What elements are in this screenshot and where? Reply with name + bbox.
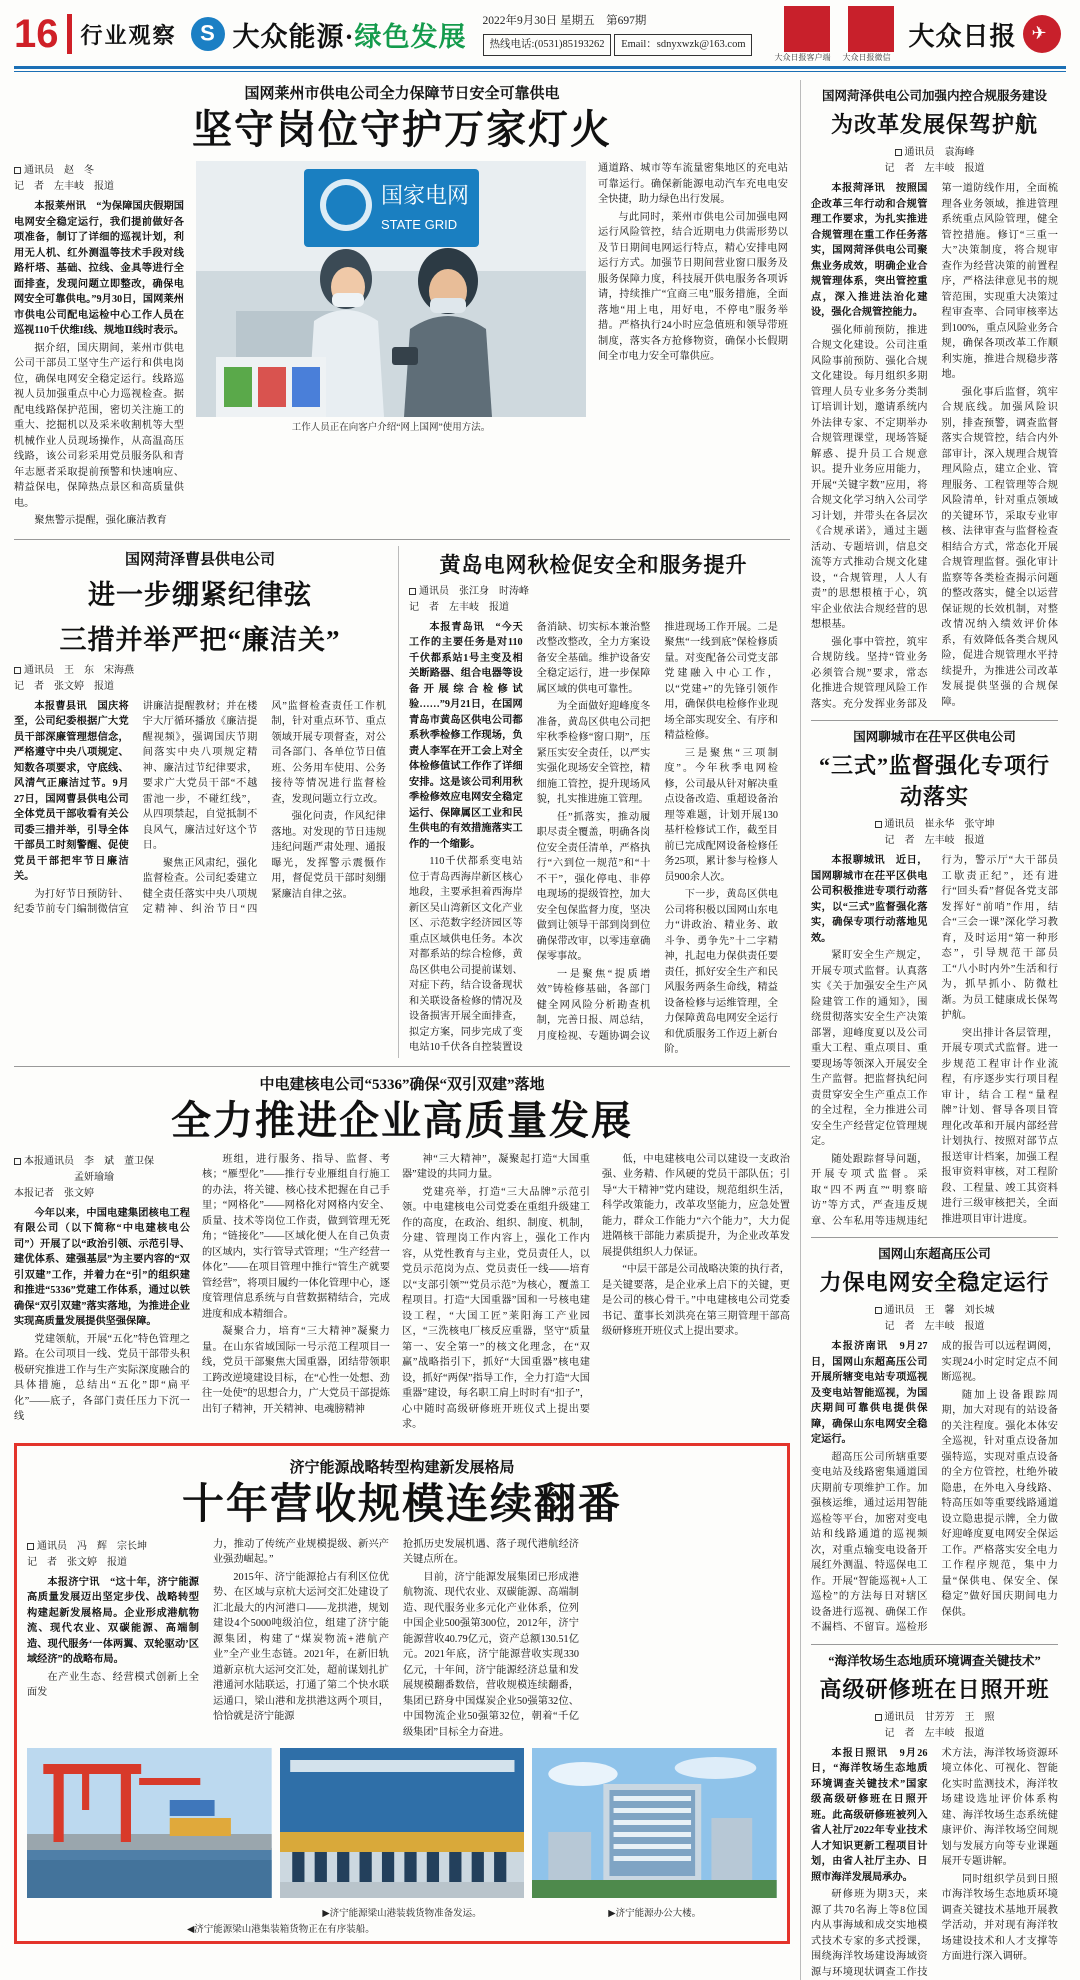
paragraph: 强化问责，作风纪律落地。对发现的节日违规违纪问题严肃处理、通报曝光，发挥警示震慑作用，督促党员干部时刻绷紧廉洁自律之弦。 (271, 809, 386, 902)
photo-port-crane (27, 1748, 272, 1898)
paragraph: 任”抓落实，推动履职尽责全覆盖，明确各岗位安全责任清单，严格执行“六到位一规范”和“十不干”，强化停电、非停电现场的提级管控，加大安全包保监督力度，坚决做到让领导干部到岗到位确保带改审，以零违章确保零事故。 (537, 810, 651, 965)
email-text: Email：sdnyxwzk@163.com (614, 34, 752, 56)
byline-reporter-2: 记 者 张文婷 报道 (27, 1555, 199, 1571)
brand-separator: · (345, 22, 355, 52)
paragraph: 力，推动了传统产业规模提级、新兴产业强劲崛起。” (213, 1537, 389, 1568)
article-huangdao-headline: 黄岛电网秋检促安全和服务提升 (409, 549, 778, 579)
byline-reporter-1: 通讯员 王 馨 刘长城 (885, 1305, 995, 1316)
paragraph: 本报曹县讯 国庆将至，公司纪委根据广大党员干部深廉管理想信念，严格遵守中央八项规定、知数各项要求，守底线、风清气正廉洁过节。9月27日，国网曹县供电公司全体党员干部收看有关公司委三措并举，引导全体干部员工时刻警醒、促使党员干部把牢节日廉洁关。 (14, 699, 129, 885)
paragraph: 研修班为期3天，来源了共70名海上等8位国内从事海域和成交实地模式技术专家的多式授课，围绕海洋牧场建设海域资源与环境现状调查工作技术方法，海洋牧场资源环境立体化、可视化、智能化实时监测技术，海洋牧场建设选址评价体系构建、海洋牧场生态系统健康评价、海洋牧场空间规划与发展方向等专业课题展开专题讲解。 (811, 1746, 1058, 1980)
feature-kicker: 济宁能源战略转型构建新发展格局 (27, 1456, 777, 1477)
paragraph: 强化事中管控，筑牢合规防线。坚持“管业务必须管合规”要求，常态化推进合规管理风险工作落实。充分发挥业务部及第一道防线作用，全面梳理各业务领域，推进管理系统重点风险管理，健全管控措施。修订“三重一大”决策制度，将合规审查作为经营决策的前置程序，严格法律意见书的规管范围，实现重大决策过程审查率、合同审核率达到100%，重点风险业务合规，确保各项改革工作顺利实施，推进合规稳步落地。 (811, 181, 1058, 712)
byline (27, 1539, 199, 1571)
article-haiyang-body (811, 1746, 1058, 1980)
byline-reporter-1: 通讯员 王 东 宋海燕 (24, 665, 134, 676)
paragraph: 本报青岛讯 “今天工作的主要任务是对110千伏都系站1号主变及相关断路器、组合电器等设备开展综合检修试验……”9月21日，在国网青岛市黄岛区供电公司都系秋季检修工作现场，负责人李军在开工会上对全体检修值试工作作了详细安排。这是该公司利用秋季检修效应电网安全稳定运行、保障属区工业和民生供电的有效措施落实工作的一个缩影。 (409, 620, 523, 853)
feature-col3 (403, 1537, 579, 1743)
byline (811, 1710, 1058, 1742)
paragraph: 在产业生态、经营模式创新上全面发 (27, 1670, 199, 1701)
brand-logo-icon (191, 17, 225, 51)
paragraph: 今年以来，中国电建集团核电工程有限公司（以下简称“中电建核电公司”）开展了以“政治引领、示范引导、建优体系、建强基层”为主要内容的“双引双建”工作，并着力在“引”的组织建和推进“5336”党建工作体系，通过以铁确保“双引双建”落实落地，为推进企业实现高质量发展提供坚强保障。 (14, 1206, 190, 1330)
paragraph: 聚焦警示提醒，强化廉洁教育 (14, 513, 184, 529)
paragraph: 随处跟踪督导问题，开展专项式监督。采取“四不两直”“明察暗访”等方式，严查违反规章、公车私用等违规违纪行为，警示厅“大干部员工歇责正纪”，还有进行“回头看”督促各党支部发挥好“前哨”作用，结合“三会一课”深化学习教育，及时运用“第一种形态”，引导规范干部员工“八小时内外”生活和行为，抓早抓小、防微杜渐。为员工健康成长保驾护航。 (811, 853, 1058, 1229)
paragraph: 本报聊城讯 近日，国网聊城市在茌平区供电公司积极推进专项行动落实，以“三式”监督强化落实，确保专项行动落地见效。 (811, 853, 928, 946)
paragraph: 本报日照讯 9月26日，“海洋牧场生态地质环境调查关键技术”国家级高级研修班在日照开班。此高级研修班被列入省人社厅2022年专业技术人才知识更新工程项目计划，由省人社厅主办、日照市海洋发展局承办。 (811, 1746, 928, 1886)
paragraph: 强化事后监督，筑牢合规底线。加强风险识别，排查预警，调查监督落实合规管控，结合内外部审计，深入规理合规管理风险点，建立企业、管理服务、工程管理等合规风险清单，针对重点领域的关键环节，采取专业审核、法律审查与监督检查相结合方式，常态化开展合规管理监督。强化审计监察等各类检查揭示问题的整改落实，健全以运营保证规的长效机制，对整改情况纳入绩效评价体系，有效降低各类合规风险，促进合规管理水平持续提升，为推进公司改革发展提供坚强的合规保障。 (942, 385, 1059, 711)
article-heze-headline: 为改革发展保驾护航 (811, 108, 1058, 139)
photo-office-building (532, 1748, 777, 1898)
qr-wechat-icon (848, 6, 894, 52)
article-photo (196, 161, 586, 417)
article-huangdao-body (409, 620, 778, 1058)
paragraph: 班组，进行服务、指导、监督、考核；“雁型化”——推行专业雁组自行施工的办法，将关键、核心技术把握在自己手里；“网格化”——网格化对网格内安全、质量、技术等岗位工作责，做到管理无死角；“链接化”——区域化便人在自己负责的区域内，实行管导式管理；“生产经营一体化”——在项目管理中推行“管生产就要管经营”，将项目履约一体化管理中心，逐度管理信息系统与自营数据精结合，完成进度和成本精细合。 (202, 1152, 390, 1323)
qr-wechat-label: 大众日报微信 (838, 52, 894, 63)
article-laizhou (14, 82, 790, 531)
page-body (14, 80, 1066, 1980)
paper-name: 大众日报 (908, 16, 1016, 53)
article-laizhou-col3 (598, 161, 788, 531)
byline (811, 817, 1058, 849)
byline-reporter-1: 通讯员 崔永华 张守坤 (885, 819, 995, 830)
qr-app-label: 大众日报客户端 (774, 52, 830, 63)
section-title: 行业观察 (81, 19, 177, 50)
svg-text:STATE GRID: STATE GRID (381, 217, 457, 232)
paragraph: 突出排计各层管理，开展专项式式监督。进一步规范工程审计作业流程，有序逐步实行项目程审计，结合工程“量程牌”计划、督导各项目管理化改革和开展内部经营计划执行、按照对部节点报送审计档案，加强工程报审资料审核，对工程阶段、工程量、竣工其资料进行三级审核把关，全面推进项目审计进度。 (942, 1026, 1059, 1228)
page-number-block (14, 14, 67, 54)
article-caoxian (14, 546, 386, 1058)
paragraph: 本报菏泽讯 按照国企改革三年行动和合规管理工作要求，为扎实推进合规管理在重工作任务落实，国网菏泽供电公司聚焦业务成效，明确企业合规管理体系，突出管控重点，深入推进法治化建设，强化合规管控能力。 (811, 181, 928, 321)
paragraph: 一是聚焦“提质增效”铸检修基础，各部门健全网风险分析勘查机制，完善日报、周总结，月度检视、专题协调会议推进现场工作开展。二是聚焦“一线到底”保检修质量。对变配备公司党支部党建融入中心工作，以“党建+”的先锋引领作用，确保供电检修作业现场全部实现安全、有序和精益检修。 (537, 620, 778, 1058)
section-divider (811, 1644, 1058, 1645)
article-caoxian-headline-2: 三措并举严把“廉洁关” (14, 618, 386, 657)
red-accent-bar (67, 14, 72, 54)
byline-reporter-2: 记 者 张文婷 报道 (14, 679, 386, 695)
brand-sub: 绿色发展 (355, 22, 467, 52)
article-heze (811, 86, 1058, 712)
article-liaocheng-body (811, 853, 1058, 1229)
section-divider (811, 720, 1058, 721)
article-hedian-kicker: 中电建核电公司“5336”确保“双引双建”落地 (14, 1073, 790, 1094)
article-haiyang-headline: 高级研修班在日照开班 (811, 1673, 1058, 1704)
paragraph: 紧盯安全生产规定，开展专项式监督。认真落实《关于加强安全生产风险建管工作的通知》，围绕贯彻落实安全生产决策部署，迎峰度夏以及公司重大工程、重点项目、重要现场等领深入开展安全生产监督。把监督执纪问责贯穿安全生产重点工作的全过程，全力推进公司安全生产经营定位管理规定。 (811, 948, 928, 1150)
feature-photo-1 (27, 1748, 272, 1919)
brand-main: 大众能源 (233, 22, 345, 52)
feature-photo-2 (280, 1748, 525, 1919)
article-hedian-col1 (14, 1152, 190, 1435)
hotline-text: 热线电话:(0531)85193262 (483, 34, 612, 56)
byline-marker-icon (14, 1158, 21, 1165)
byline-reporter-1: 通讯员 甘芳芳 王 照 (885, 1712, 995, 1723)
article-hedian-headline: 全力推进企业高质量发展 (14, 1098, 790, 1144)
byline-marker-icon (27, 1543, 34, 1550)
article-caoxian-body (14, 699, 386, 918)
paragraph: 同时组织学员到日照市海洋牧场生态地质环境调查关键技术基地开展教学活动，并对现有海洋牧场建设技术和人才支撑等方面进行深入调研。 (942, 1872, 1059, 1965)
paragraph: 党建领航，开展“五化”特色管理之路。在公司项目一线、党员干部带头积极研究推进工作与生产实际深度融合的具体措施，总结出“五化”即“扁平化”——底子，各部门责任压力下沉一线 (14, 1332, 190, 1425)
paragraph: 本报莱州讯 “为保障国庆假期国电网安全稳定运行，我们提前做好各项准备，制订了详细的巡视计划，利用无人机、红外测温等技术手段对线路杆塔、基础、拉线、金具等进行全面排查，发现问题立即整改，确保电网安全可靠供电。”9月30日，国网莱州市供电公司配电运检中心工作人员在巡视110千伏维I线、规地Ⅱ线时表示。 (14, 199, 184, 339)
article-chaogaoya-body (811, 1339, 1058, 1636)
byline-marker-icon (14, 667, 21, 674)
article-chaogaoya-headline: 力保电网安全稳定运行 (811, 1266, 1058, 1297)
byline-reporter-1: 通讯员 赵 冬 (24, 165, 94, 176)
byline-marker-icon (875, 1714, 882, 1721)
byline (811, 145, 1058, 177)
byline-reporter-1: 通讯员 冯 辉 宗长坤 (37, 1541, 147, 1552)
feature-photo-strip (27, 1748, 777, 1919)
paragraph: 低，中电建核电公司以建设一支政治强、业务精、作风硬的党员干部队伍；引导“大干精神”党内建设，规范组织生活，科学改策能力，改革攻坚能力，应急处置能力，群众工作能力“六个能力”，大力促进隔核干部能力素质提升，为企业改革发展提供组织人力保证。 (602, 1152, 790, 1261)
byline-reporter-2: 孟妍瑜瑜 (14, 1170, 190, 1186)
article-liaocheng-kicker: 国网聊城市在茌平区供电公司 (811, 727, 1058, 745)
left-column (14, 80, 790, 1980)
byline-reporter-3: 本报记者 张文婷 (14, 1186, 190, 1202)
byline-marker-icon (895, 149, 902, 156)
photo-caption: ▶济宁能源梁山港装载货物准备发运。 (280, 1905, 525, 1919)
byline-reporter-2: 记 者 左丰岐 报道 (811, 161, 1058, 177)
feature-jining-box (14, 1443, 790, 1945)
svg-text:国家电网: 国家电网 (381, 183, 469, 208)
byline (14, 1154, 190, 1202)
section-divider (811, 1237, 1058, 1238)
article-laizhou-col1 (14, 161, 184, 531)
article-huangdao (398, 546, 778, 1058)
photo-illustration (196, 161, 586, 417)
paragraph: 三是聚焦“三项制度”。今年秋季电网检修，公司最从针对解决重点设备改造、重超设备治理等难题，计划开展130基杆检修试工作，截至目前已完成配网设备检修任务25项，累计参与检修人员900余人次。 (664, 746, 778, 886)
paragraph: 聚焦正风肃纪，强化监督检查。公司纪委建立健全责任落实中央八项规定精神、纠治节日“四风”监督检查责任工作机制，针对重点环节、重点领域开展专项督查，对公司各部门、各单位节日值班、公务用车使用、公务接待等情况进行监督检查，发现问题立行立改。 (143, 699, 386, 918)
qr-code-wechat (838, 6, 894, 63)
article-hedian-col4 (602, 1152, 790, 1435)
photo-caption: ▶济宁能源办公大楼。 (532, 1905, 777, 1919)
masthead (14, 0, 1066, 62)
paragraph: 110千伏都系变电站位于青岛西海岸新区核心地段，主要承担着西海岸新区吴山湾新区文化产业区、示范数字经济园区等重点区域供电任务。本次对都系站的综合检修，黄岛区供电公司提前谋划、对症下药，结合设备现状和关联设备检修的情况及设备损害开展全面排查，拟定方案，同步完成了变电站10千伏各自控装置设备消缺、切实标本兼治整改整改整改，全力方案设备安全基础。维护设备安全稳定运行，进一步保障属区域的供电可靠性。 (409, 620, 650, 1058)
byline (811, 1303, 1058, 1335)
brand-title (233, 15, 467, 54)
paragraph: 据介绍，国庆期间，莱州市供电公司干部员工坚守生产运行和供电岗位，确保电网安全稳定运行。线路巡视人员加强重点中心力巡视检查。据配电线路保护范围，密切关注施工的重大、挖掘机以及采米收割机等大型机械作业人员现场操作，从高温高压线路，该公司彩采用党员服务队和青年志愿者采取提前预警和快速响应、精益保电，保障热点景区和高质量供电。 (14, 341, 184, 512)
article-heze-kicker: 国网菏泽供电公司加强内控合规服务建设 (811, 86, 1058, 104)
byline-reporter-2: 记 者 左丰岐 报道 (14, 179, 184, 195)
feature-photo-3 (532, 1748, 777, 1919)
byline-reporter-2: 记 者 左丰岐 报道 (811, 1319, 1058, 1335)
article-haiyang (811, 1651, 1058, 1980)
paragraph: 凝聚合力，培育“三大精神”凝聚力量。在山东省域国际一号示范工程项目一线，党员干部聚焦大国重器，团结带领职工跨改逆境建设目标，在“心性一处想、劲往一处使”的思想合力，广大党员干部提炼出钉子精神，开关精神、电魂膀精神 (202, 1324, 390, 1417)
article-laizhou-photo-block (196, 161, 586, 531)
article-liaocheng (811, 727, 1058, 1229)
byline-reporter-1: 本报通讯员 李 斌 董卫保 (24, 1156, 154, 1167)
paragraph: 随加上设备跟踪周期，加大对现有的站设备的关注程度。强化本体安全巡视，针对重点设备加强特巡，实现对重点设备的全方位管控，杜绝外破隐患，在外电入身线路、特高压如等重要线路通道设立隐患提示牌，全力做好迎峰度夏电网安全保运工作。严格落实安全电力工作程序规范，集中力量“保供电、保安全、保稳定”做好国庆期间电力保供。 (942, 1388, 1059, 1621)
qr-code-app (774, 6, 830, 63)
byline (409, 584, 778, 616)
photo-caption: 工作人员正在向客户介绍“网上国网”使用方法。 (196, 419, 586, 433)
paragraph: 为打好节日预防针、纪委节前专门编制微信宣讲廉洁提醒教材；并在楼宇大厅循环播放《廉洁提醒视频》，强调国庆节期间落实中央八项规定精神、廉洁过节纪律要求，要求广大党员干部“不越雷池一步，不碰红线”，从四项禁起，自觉抵制不良风气，廉洁过好这个节日。 (14, 699, 257, 918)
article-chaogaoya (811, 1244, 1058, 1636)
paragraph: 下一步，黄岛区供电公司将积极以国网山东电力“讲政治、精业务、敢斗争、勇争先”十二字精神，扎起电力保供责任要责任，抓好安全生产和民风服务两条生命线，精益设备检修与运维管理，全力保障黄岛电网安全运行和优质服务工作迈上新台阶。 (664, 887, 778, 1058)
article-hedian-col3 (402, 1152, 590, 1435)
paragraph: “中层干部是公司战略决策的执行者，是关键要落，是企业承上启下的关键，更是公司的核心骨干。”中电建核电公司党委书记、董事长刘洪亮在第三期管理干部高级研修班开班仪式上提出要求。 (602, 1262, 790, 1340)
byline-marker-icon (875, 1307, 882, 1314)
paragraph: 超高压公司所辖重要变电站及线路密集通道国庆期前专项维护工作。加强核运维，通过运用智能巡检等平台，加密对变电站和线路通道的巡视频次，对重点输变电设备开展红外测温、特巡保电工作。开展“智能巡视+人工巡检”的方法每日对辖区设备进行巡视、确保工作不漏档、不留盲。巡检形成的报告可以远程调阅，实现24小时定时定点不间断巡视。 (811, 1339, 1058, 1636)
article-laizhou-kicker: 国网莱州市供电公司全力保障节日安全可靠供电 (14, 82, 790, 103)
article-caoxian-headline-1: 进一步绷紧纪律弦 (14, 573, 386, 612)
right-column (800, 80, 1058, 1980)
section-divider (14, 539, 790, 540)
byline-marker-icon (875, 821, 882, 828)
byline (14, 163, 184, 195)
paragraph: 2015年、济宁能源抢占有利区位优势、在区域与京杭大运河交汇处建设了汇北最大的内河港口——龙拱港，规划建设4个5000吨级泊位，组建了济宁能源集团，构建了“煤炭物流+港航产业”全产业生态链。2021年，在新旧轨道新京杭大运河交汇处，超前谋划扎扩港通河水陆联运，打通了第二个快水联运通口，梁山港和龙拱港这两个项目，恰恰就是济宁能源 (213, 1570, 389, 1725)
page-number: 16 (14, 14, 67, 54)
byline-marker-icon (14, 167, 21, 174)
article-caoxian-kicker: 国网菏泽曹县供电公司 (14, 548, 386, 569)
paper-badge-icon (1023, 15, 1061, 53)
paragraph: 本报济南讯 9月27日，国网山东超高压公司开展所辖变电站专项巡视及变电站智能巡视，为国庆期间可靠供电提供保障，确保山东电网安全稳定运行。 (811, 1339, 928, 1448)
contact-row (483, 31, 753, 56)
feature-col2 (213, 1537, 389, 1743)
paragraph: 党建亮举，打造“三大品牌”示范引领。中电建核电公司党委在重组升级建工作的高度，在政治、组织、制度、机制，分建、管理岗工作内容上，强化工作内容，从党性教育与主业，党员责任人，以党员示范岗为点、党员责任一线——培育以“支部引领”“党员示范”为核心，覆盖工程项目。打造“大国重器”国和一号核电建设工程，“大国工匠”莱阳海工产业园区，“三洗核电厂核反应重器，坚守“质量第一、安全第一”的核文化理念，在“双赢”战略指引下，抓好“大国重器”核电建设，抓好“两保”指导工作，全力打造“大国重器”建设，每名职工肩上时时有“扣子”，心中随时高级研修班开班仪式上提出要求。 (402, 1185, 590, 1433)
article-chaogaoya-kicker: 国网山东超高压公司 (811, 1244, 1058, 1262)
article-laizhou-headline: 坚守岗位守护万家灯火 (14, 107, 790, 153)
paragraph: 与此同时，莱州市供电公司加强电网运行风险管控，结合近期电力供需形势以及节日期间电网运行特点，精心安排电网运行方式。加强节日期间营业窗口服务及服务保障力度，科技展开供电服务各项诉请，持续推广“宜商三电”服务措施，全面落地“用上电，用好电，不停电”服务举措。严格执行24小时应急值班和领导带班制度，落实各方抢修物资，确保小长假期间全市电力安全可靠供应。 (598, 210, 788, 365)
article-hedian (14, 1073, 790, 1435)
byline (14, 663, 386, 695)
photo-containers (280, 1748, 525, 1898)
paragraph: 抢抓历史发展机遇、落子现代港航经济关键点所在。 (403, 1537, 579, 1568)
section-divider (14, 1066, 790, 1067)
paragraph: 神“三大精神”，凝聚起打造“大国重器”建设的共同力量。 (402, 1152, 590, 1183)
paragraph: 为全面做好迎峰度冬准备，黄岛区供电公司把牢秋季检修“窗口期”，压紧压实安全责任，以严实实强化现场安全管控，精细施工管控，提升现场风貌，扎实推进施工管理。 (537, 699, 651, 808)
paragraph: 强化师前预防，推进合规文化建设。公司注重风险事前预防、强化合规文化建设。每月组织多期管理人员专业多务分类制订培训计划，邀请系统内外法律专家、不定期举办合规管理课堂，现场答疑解惑、提升员工合规意识。提升业务应用能力，开展“关键字数”应用，将合规文化学习纳入公司学习计划，并带头在各层次《合规承诺》，通过主题活动、专题培训，信息交流等方式推动合规文化建设，“合规管理，人人有责”的思想根植于心，筑牢企业依法合规经营的思想根基。 (811, 323, 928, 633)
byline-reporter-2: 记 者 左丰岐 报道 (409, 600, 778, 616)
byline-reporter-1: 通讯员 张江身 时涛峰 (419, 586, 529, 597)
issue-date: 2022年9月30日 星期五 第697期 (483, 12, 753, 32)
masthead-rule-thin (14, 71, 1066, 72)
feature-headline: 十年营收规模连续翻番 (27, 1481, 777, 1529)
paper-logo (908, 15, 1060, 53)
byline-marker-icon (409, 588, 416, 595)
masthead-rule (14, 66, 1066, 69)
article-hedian-col2 (202, 1152, 390, 1435)
article-heze-body (811, 181, 1058, 712)
article-liaocheng-headline: “三式”监督强化专项行动落实 (811, 749, 1058, 811)
articles-row-2 (14, 546, 790, 1058)
paragraph: 通道路、城市等车流量密集地区的充电站可靠运行。确保新能源电动汽车充电电安全快捷，助力绿色出行发展。 (598, 161, 788, 208)
byline-reporter-1: 通讯员 袁海峰 (905, 147, 975, 158)
byline-reporter-2: 记 者 左丰岐 报道 (811, 1726, 1058, 1742)
paragraph: 目前，济宁能源发展集团已形成港航物流、现代农业、双碳能源、高端制造、现代服务业多元化产业体系，位列中国企业500强第300位，2012年，济宁能源营收40.79亿元，资产总额130.51亿元。2021年底，济宁能源营收实现330亿元，十年间，济宁能源经济总量和发展规模翻番数倍，营收规模连续翻番，集团已跻身中国煤炭企业50强第32位、中国物流企业50强第32位，朝着“千亿级集团”目标全力奋进。 (403, 1570, 579, 1741)
article-haiyang-kicker: “海洋牧场生态地质环境调查关键技术” (811, 1651, 1058, 1669)
byline-reporter-2: 记 者 左丰岐 报道 (811, 833, 1058, 849)
paragraph: 本报济宁讯 “这十年，济宁能源高质量发展迈出坚定步伐、战略转型构建起新发展格局。企业形成港航物流、现代农业、双碳能源、高端制造、现代服务‘一体两翼、双轮驱动’区域经济”的战略布局。 (27, 1575, 199, 1668)
masthead-meta (483, 12, 753, 56)
photo-caption-bottom: ◀济宁能源梁山港集装箱货物正在有序装船。 (27, 1921, 777, 1935)
qr-app-icon (784, 6, 830, 52)
feature-col1 (27, 1537, 199, 1743)
